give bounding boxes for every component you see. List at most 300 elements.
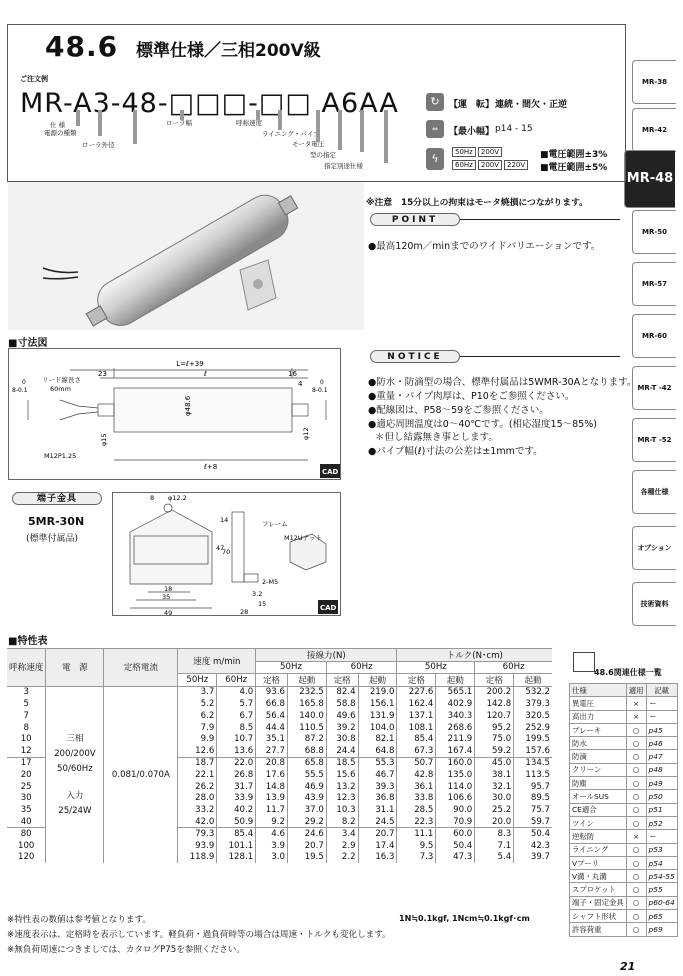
power-line: 三相 <box>66 733 84 744</box>
table-cell: 35 <box>20 805 32 816</box>
related-cell: p50 <box>646 790 677 803</box>
table-cell: 7 <box>23 710 29 721</box>
related-cell: 防水 <box>570 737 627 750</box>
table-cell: 5 <box>23 698 29 709</box>
related-cell: オールSUS <box>570 790 627 803</box>
table-cell: 67.3 <box>397 745 436 757</box>
related-cell: CE適合 <box>570 803 627 816</box>
table-cell: 16.3 <box>358 851 397 863</box>
dim-total: L=ℓ+39 <box>176 360 204 368</box>
table-cell: 44.4 <box>256 722 288 734</box>
table-cell: 24.5 <box>358 816 397 828</box>
table-cell: 39.2 <box>326 722 358 734</box>
table-cell: 113.5 <box>514 769 552 781</box>
table-cell: 55.3 <box>358 757 397 769</box>
table-cell: 12 <box>20 745 32 756</box>
table-cell: 252.9 <box>514 722 552 734</box>
table-cell: 30.8 <box>326 733 358 745</box>
table-cell: 131.9 <box>358 710 397 722</box>
dim-8-right: 8-0.1 <box>312 387 328 394</box>
table-cell: 42.8 <box>397 769 436 781</box>
table-cell: 80 <box>7 828 46 840</box>
volt-badge: 200V <box>478 160 502 170</box>
th-hz: 60Hz <box>475 662 552 674</box>
table-cell: 565.1 <box>436 686 475 698</box>
table-cell: 9.9 <box>178 733 217 745</box>
related-cell: ○ <box>626 923 646 936</box>
cad-badge[interactable]: CAD <box>322 468 339 476</box>
dim-16: 16 <box>288 370 297 378</box>
th-hz: 50Hz <box>256 662 327 674</box>
term-70: 70 <box>222 548 231 556</box>
th-hz: 50Hz <box>397 662 475 674</box>
related-cell: 異電圧 <box>570 697 627 710</box>
table-cell: 19.5 <box>287 851 326 863</box>
related-row <box>570 843 678 856</box>
related-header: 仕様 <box>570 684 627 697</box>
related-row <box>570 790 678 803</box>
term-15: 15 <box>258 600 267 608</box>
table-cell: 134.5 <box>514 757 552 769</box>
related-cell: 防塵 <box>570 777 627 790</box>
related-row <box>570 750 678 763</box>
table-cell: 42.3 <box>514 840 552 852</box>
table-cell: 24.4 <box>326 745 358 757</box>
tab-label: 各種仕様 <box>640 487 669 496</box>
table-cell: 13.6 <box>217 745 256 757</box>
table-cell: 7.1 <box>475 840 514 852</box>
table-cell: 33.9 <box>217 792 256 804</box>
table-cell: 5.7 <box>217 698 256 710</box>
related-cell: p46 <box>646 737 677 750</box>
related-cell: 防滴 <box>570 750 627 763</box>
related-header: 記載 <box>646 684 677 697</box>
table-cell: 137.1 <box>397 710 436 722</box>
point-pill: POINT <box>370 213 460 226</box>
table-cell: 128.1 <box>217 851 256 863</box>
related-cell: ツイン <box>570 816 627 829</box>
table-cell: 101.1 <box>217 840 256 852</box>
table-cell: 82.1 <box>358 733 397 745</box>
tab-label: MR-T -52 <box>637 435 672 444</box>
related-cell: シャフト形状 <box>570 910 627 923</box>
table-cell: 15.6 <box>326 769 358 781</box>
lightning-icon: ϟ <box>426 148 444 170</box>
table-cell: 47.3 <box>436 851 475 863</box>
table-cell: 157.6 <box>514 745 552 757</box>
label-roller-width: ローラ幅 <box>166 119 192 127</box>
table-cell: 40 <box>20 816 32 827</box>
tab-mr-48[interactable] <box>624 150 675 208</box>
table-cell: 8 <box>23 722 29 733</box>
related-cell: ○ <box>626 723 646 736</box>
related-cell: V溝・丸溝 <box>570 870 627 883</box>
tab-label: MR-T -42 <box>637 383 672 392</box>
related-cell: p49 <box>646 777 677 790</box>
tab-specs[interactable] <box>632 470 676 514</box>
related-cell: p54-55 <box>646 870 677 883</box>
table-cell: 379.3 <box>514 698 552 710</box>
table-cell: 33.8 <box>397 792 436 804</box>
table-cell: 10 <box>20 734 32 745</box>
product-photo <box>8 182 364 330</box>
table-cell: 167.4 <box>436 745 475 757</box>
th-tension: 接線力(N) <box>256 649 397 662</box>
table-cell: 4.6 <box>256 828 288 840</box>
tab-mr-60[interactable] <box>632 314 676 358</box>
th-start: 起動 <box>514 673 552 686</box>
caution-note: ※注意 15分以上の拘束はモータ焼損につながります。 <box>366 198 588 208</box>
table-cell: 22.3 <box>397 816 436 828</box>
current-cell: 0.081/0.070A <box>104 686 178 863</box>
dim-0-right: 0 <box>320 379 324 386</box>
table-cell: 6.7 <box>217 710 256 722</box>
term-frame: フレーム <box>262 520 288 528</box>
table-cell: 58.8 <box>326 698 358 710</box>
tab-label: MR-60 <box>641 331 667 340</box>
notice-item: ●防水・防滴型の場合、標準付属品は5WMR-30Aとなります。 <box>368 377 637 388</box>
related-row <box>570 763 678 776</box>
model-code: MR-A3-48-□□□-□□ A6AA <box>20 88 399 119</box>
label-model-spec: 型の指定 <box>310 151 336 159</box>
table-body <box>7 686 552 863</box>
table-cell: 39.3 <box>358 781 397 793</box>
table-cell: 108.1 <box>397 722 436 734</box>
power-line: 200/200V <box>54 748 96 759</box>
related-row <box>570 830 678 843</box>
related-cell: Vプーリ <box>570 856 627 869</box>
table-cell: 7.3 <box>397 851 436 863</box>
table-cell: 10.3 <box>326 804 358 816</box>
th-hz: 60Hz <box>326 662 397 674</box>
power-line: 25/24W <box>58 805 92 816</box>
table-cell: 95.7 <box>514 781 552 793</box>
related-cell: p60-64 <box>646 896 677 909</box>
table-cell: 162.4 <box>397 698 436 710</box>
tab-mr-38[interactable] <box>632 60 676 104</box>
table-cell: 160.0 <box>436 757 475 769</box>
table-cell: 59.2 <box>475 745 514 757</box>
label-speed: 呼称速度 <box>236 119 262 127</box>
related-cell: p47 <box>646 750 677 763</box>
related-row <box>570 910 678 923</box>
point-rule <box>460 219 620 220</box>
th-hz: 50Hz <box>178 673 217 686</box>
table-cell: 114.0 <box>436 781 475 793</box>
related-cell: p48 <box>646 763 677 776</box>
table-cell: 200.2 <box>475 686 514 698</box>
table-cell: 82.4 <box>326 686 358 698</box>
related-row <box>570 723 678 736</box>
table-cell: 18.5 <box>326 757 358 769</box>
notice-pill: NOTICE <box>370 350 460 363</box>
tab-mr-57[interactable] <box>632 262 676 306</box>
table-cell: 12.3 <box>326 792 358 804</box>
table-cell: 13.9 <box>256 792 288 804</box>
table-cell: 43.9 <box>287 792 326 804</box>
related-cell: クリーン <box>570 763 627 776</box>
related-row <box>570 777 678 790</box>
table-cell: 89.5 <box>514 792 552 804</box>
related-cell: ○ <box>626 856 646 869</box>
point-text: ●最高120m／minまでのワイドバリエーションです。 <box>368 241 601 252</box>
tab-mr-t-52[interactable] <box>632 418 676 462</box>
table-cell: 31.1 <box>358 804 397 816</box>
table-cell: 49.6 <box>326 710 358 722</box>
related-table <box>569 683 678 937</box>
th-rated: 定格 <box>397 673 436 686</box>
term-32: 3.2 <box>252 590 263 598</box>
table-cell: 135.0 <box>436 769 475 781</box>
table-cell: 66.8 <box>256 698 288 710</box>
table-cell: 30.0 <box>475 792 514 804</box>
table-cell: 156.1 <box>358 698 397 710</box>
related-cell: × <box>626 830 646 843</box>
table-cell: 8.5 <box>217 722 256 734</box>
related-cell: p45 <box>646 723 677 736</box>
tab-label: MR-50 <box>641 227 667 236</box>
table-cell: 50.9 <box>217 816 256 828</box>
table-cell: 55.5 <box>287 769 326 781</box>
table-cell: 36.1 <box>397 781 436 793</box>
table-cell: 26.2 <box>178 781 217 793</box>
table-cell: 50.4 <box>514 828 552 840</box>
table-cell: 232.5 <box>287 686 326 698</box>
tab-mr-t-42[interactable] <box>632 366 676 410</box>
table-cell: 118.9 <box>178 851 217 863</box>
footnote: ※特性表の数値は参考値となります。 <box>7 915 152 925</box>
notice-rule <box>460 356 620 357</box>
tab-tech[interactable] <box>632 582 676 626</box>
term-47: 47 <box>216 544 225 552</box>
related-cell: ー <box>646 697 677 710</box>
table-cell: 28.5 <box>397 804 436 816</box>
terminal-model: 5MR-30N <box>28 515 85 528</box>
th-power: 電 源 <box>46 649 104 687</box>
related-header-row <box>570 684 678 697</box>
table-cell: 3 <box>7 686 46 698</box>
table-cell: 5.4 <box>475 851 514 863</box>
related-row <box>570 883 678 896</box>
related-cell: ○ <box>626 777 646 790</box>
related-row <box>570 856 678 869</box>
table-cell: 38.1 <box>475 769 514 781</box>
related-cell: ○ <box>626 790 646 803</box>
table-cell: 26.8 <box>217 769 256 781</box>
order-example-label: ご注文例 <box>20 75 48 83</box>
table-cell: 12.6 <box>178 745 217 757</box>
related-cell: p69 <box>646 923 677 936</box>
related-cell: スプロケット <box>570 883 627 896</box>
table-cell: 27.7 <box>256 745 288 757</box>
related-row <box>570 870 678 883</box>
related-row <box>570 697 678 710</box>
related-cell: ○ <box>626 737 646 750</box>
related-cell: p52 <box>646 816 677 829</box>
th-speed-name: 呼称速度 <box>7 649 46 687</box>
related-row <box>570 710 678 723</box>
related-row <box>570 803 678 816</box>
table-cell: 60.0 <box>436 828 475 840</box>
voltage-range-2: ■電圧範囲±5% <box>540 163 608 173</box>
table-cell: 3.4 <box>326 828 358 840</box>
table-cell: 39.7 <box>514 851 552 863</box>
hz-badge: 60Hz <box>452 160 476 170</box>
volt-badge: 200V <box>478 147 502 157</box>
power-line: 50/60Hz <box>57 763 93 774</box>
volt-row-50 <box>452 147 504 157</box>
table-cell: 106.6 <box>436 792 475 804</box>
table-cell: 17.4 <box>358 840 397 852</box>
related-body <box>570 684 678 937</box>
table-cell: 120 <box>17 852 35 863</box>
table-cell: 85.4 <box>397 733 436 745</box>
related-cell: ○ <box>626 896 646 909</box>
dim-phi48: φ48.6 <box>184 395 192 416</box>
volt-row-60 <box>452 160 530 170</box>
tab-label: 技術資料 <box>640 599 669 608</box>
term-35: 35 <box>162 593 171 601</box>
table-cell: 29.2 <box>287 816 326 828</box>
dim-l8: ℓ+8 <box>204 463 218 471</box>
dimension-drawing <box>8 348 341 480</box>
related-cell: p51 <box>646 803 677 816</box>
th-start: 起動 <box>436 673 475 686</box>
table-cell: 11.1 <box>397 828 436 840</box>
table-cell: 28.0 <box>178 792 217 804</box>
table-cell: 25.2 <box>475 804 514 816</box>
table-cell: 7.9 <box>178 722 217 734</box>
related-cell: ブレーキ <box>570 723 627 736</box>
footnote: ※速度表示は、定格時を表示しています。軽負荷・過負荷時等の場合は周速・トルクも変化します。 <box>7 930 391 940</box>
table-cell: 31.7 <box>217 781 256 793</box>
table-cell: 70.9 <box>436 816 475 828</box>
min-width-value: p14 - 15 <box>495 124 533 134</box>
related-cell: p54 <box>646 856 677 869</box>
tab-label: MR-42 <box>641 125 667 134</box>
table-cell: 9.2 <box>256 816 288 828</box>
table-cell: 13.2 <box>326 781 358 793</box>
table-cell: 85.4 <box>217 828 256 840</box>
related-cell: p65 <box>646 910 677 923</box>
th-start: 起動 <box>358 673 397 686</box>
table-cell: 18.7 <box>178 757 217 769</box>
label-power-type: 電源の種類 <box>44 129 77 137</box>
table-cell: 11.7 <box>256 804 288 816</box>
dim-4: 4 <box>298 380 303 388</box>
table-cell: 22.1 <box>178 769 217 781</box>
th-rated: 定格 <box>326 673 358 686</box>
related-cell: p53 <box>646 843 677 856</box>
label-roller-od: ローラ外径 <box>82 141 115 149</box>
table-cell: 20.7 <box>358 828 397 840</box>
table-cell: 199.5 <box>514 733 552 745</box>
tab-mr-50[interactable] <box>632 210 676 254</box>
th-torque: トルク(N･cm) <box>397 649 552 662</box>
table-cell: 68.8 <box>287 745 326 757</box>
related-cell: × <box>626 710 646 723</box>
table-row <box>7 686 552 698</box>
table-cell: 14.8 <box>256 781 288 793</box>
term-49: 49 <box>164 609 173 616</box>
table-cell: 2.9 <box>326 840 358 852</box>
term-28: 28 <box>240 608 249 616</box>
table-cell: 64.8 <box>358 745 397 757</box>
table-cell: 3.7 <box>178 686 217 698</box>
related-row <box>570 816 678 829</box>
rotation-icon: ↻ <box>426 93 444 111</box>
related-cell: ー <box>646 830 677 843</box>
related-cell: ○ <box>626 803 646 816</box>
dim-l: ℓ <box>204 370 207 378</box>
table-cell: 20 <box>20 769 32 780</box>
th-rated: 定格 <box>256 673 288 686</box>
rotation-value: 連続・間欠・正逆 <box>495 100 568 110</box>
dim-0-left: 0 <box>22 379 26 386</box>
term-8: 8 <box>150 494 155 502</box>
related-cell: 端子・固定金具 <box>570 896 627 909</box>
table-cell: 32.1 <box>475 781 514 793</box>
table-cell: 24.6 <box>287 828 326 840</box>
table-cell: 211.9 <box>436 733 475 745</box>
table-cell: 50.7 <box>397 757 436 769</box>
page-number: 21 <box>620 960 636 973</box>
document-icon <box>573 652 595 672</box>
table-cell: 22.0 <box>217 757 256 769</box>
table-cell: 50.4 <box>436 840 475 852</box>
dim-23: 23 <box>98 370 107 378</box>
tab-mr-42[interactable] <box>632 108 676 152</box>
table-cell: 56.4 <box>256 710 288 722</box>
th-current: 定格電流 <box>104 649 178 687</box>
terminal-cad-badge[interactable]: CAD <box>320 604 337 612</box>
ruler-icon: ⇔ <box>426 120 444 138</box>
related-cell: 許容荷重 <box>570 923 627 936</box>
table-top-rule <box>7 648 552 649</box>
related-header: 適用 <box>626 684 646 697</box>
tab-label: MR-48 <box>626 171 674 187</box>
table-cell: 10.7 <box>217 733 256 745</box>
label-motor-voltage: モータ電圧 <box>292 140 325 148</box>
hz-badge: 50Hz <box>452 147 476 157</box>
tab-options[interactable] <box>632 526 676 570</box>
tab-label: オプション <box>637 543 672 552</box>
table-cell: 65.8 <box>287 757 326 769</box>
th-hz: 60Hz <box>217 673 256 686</box>
th-rated: 定格 <box>475 673 514 686</box>
voltage-range-1: ■電圧範囲±3% <box>540 150 608 160</box>
characteristics-table <box>7 648 552 863</box>
rotation-label: 【運 転】 <box>449 100 495 110</box>
table-cell: 165.8 <box>287 698 326 710</box>
label-special-spec: 指定別途仕様 <box>324 162 363 170</box>
term-m5: 2-M5 <box>262 578 279 586</box>
table-cell: 42.0 <box>178 816 217 828</box>
model-callout-lines <box>40 108 420 168</box>
table-cell: 340.3 <box>436 710 475 722</box>
dim-phi15: φ15 <box>100 433 108 446</box>
th-start: 起動 <box>287 673 326 686</box>
notice-item: ●重量・パイプ肉厚は、P10をご参照ください。 <box>368 391 575 402</box>
page-title: 標準仕様／三相200V級 <box>136 41 321 61</box>
table-cell: 90.0 <box>436 804 475 816</box>
related-cell: ○ <box>626 883 646 896</box>
table-cell: 95.2 <box>475 722 514 734</box>
table-cell: 20.0 <box>475 816 514 828</box>
dim-m12: M12P1.25 <box>44 452 77 460</box>
notice-item: ●配線図は、P58～59をご参照ください。 <box>368 405 549 416</box>
table-cell: 268.6 <box>436 722 475 734</box>
